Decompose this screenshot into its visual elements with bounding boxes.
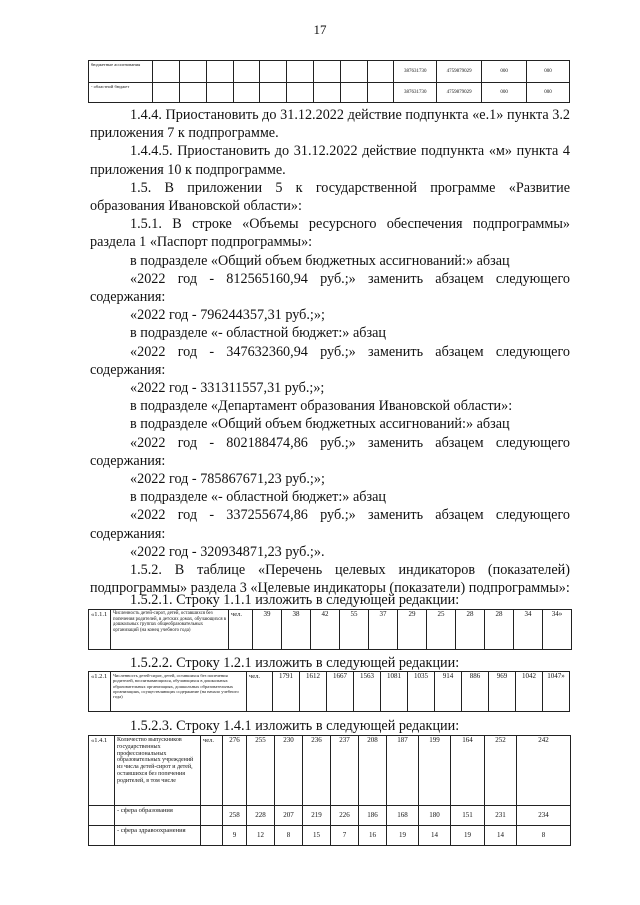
table-row: «1.4.1 Количество выпускников государственных профессиональных образовательных учреждений из числа детей-сирот и детей, оставшихся без попечения родителей, в том числе чел. 276 255 230 236 237 208 187 199 164 252 242: [89, 736, 571, 806]
indicator-name: Численность детей-сирот, детей, оставшихся без попечения родителей, воспитывающихся, обучающихся в дошкольных образовательных организациях, дошкольных образовательных организациях, осуществляющих содержание (на начало учебного года): [111, 672, 247, 712]
paragraph: «2022 год - 331311557,31 руб.;»;: [130, 380, 325, 397]
sub-row-label: - сфера образования: [115, 806, 201, 826]
indicator-table-141: [88, 735, 571, 846]
table-row: - областной бюджет 387631730 4759879029 000 000: [89, 83, 570, 103]
page-number: 17: [313, 22, 327, 37]
paragraph: 1.4.4.5. Приостановить до 31.12.2022 действие подпункта «м» пункта 4 приложения 10 к подпрограмме.: [90, 143, 570, 178]
paragraph: в подразделе «- областной бюджет:» абзац: [130, 325, 386, 342]
indicator-name: Численность детей-сирот, детей, оставшихся без попечения родителей, в детских домах, обучающихся в дошкольных группах общеобразовательных организаций (на конец учебного года): [111, 610, 229, 650]
sub-row-label: - сфера здравоохранения: [115, 826, 201, 846]
caption-row-111: 1.5.2.1. Строку 1.1.1 изложить в следующей редакции:: [130, 592, 460, 608]
paragraph: «2022 год - 337255674,86 руб.;» заменить абзацем следующего содержания:: [90, 507, 570, 542]
paragraph: 1.5. В приложении 5 к государственной программе «Развитие образования Ивановской области»:: [90, 179, 570, 215]
indicator-table-111: [88, 609, 572, 650]
budget-table-fragment: [88, 60, 570, 103]
caption-row-121: 1.5.2.2. Строку 1.2.1 изложить в следующей редакции:: [130, 655, 460, 671]
paragraph: «2022 год - 785867671,23 руб.;»;: [130, 471, 325, 488]
table-row: - сфера здравоохранения 9 12 8 15 7 16 19 14 19 14 8: [89, 826, 571, 846]
paragraph: 1.4.4. Приостановить до 31.12.2022 действие подпункта «е.1» пункта 3.2 приложения 7 к подпрограмме.: [90, 107, 570, 142]
paragraph: «2022 год - 796244357,31 руб.;»;: [130, 307, 325, 324]
caption-row-141: 1.5.2.3. Строку 1.4.1 изложить в следующей редакции:: [130, 718, 460, 734]
paragraph: в подразделе «- областной бюджет:» абзац: [130, 489, 386, 506]
paragraph: «2022 год - 802188474,86 руб.;» заменить абзацем следующего содержания:: [90, 434, 570, 469]
document-body: [90, 106, 570, 597]
paragraph: в подразделе «Общий объем бюджетных ассигнований:» абзац: [130, 252, 510, 269]
paragraph: «2022 год - 347632360,94 руб.;» заменить абзацем следующего содержания:: [90, 343, 570, 378]
row-label: - областной бюджет: [89, 83, 153, 103]
paragraph: в подразделе «Департамент образования Ивановской области»:: [130, 398, 513, 415]
paragraph: 1.5.1. В строке «Объемы ресурсного обеспечения подпрограммы» раздела 1 «Паспорт подпрограммы»:: [90, 216, 570, 251]
table-row: - сфера образования 258 228 207 219 226 186 168 180 151 231 234: [89, 806, 571, 826]
paragraph: 1.5.2. В таблице «Перечень целевых индикаторов (показателей) подпрограммы» раздела 3 «Целевые индикаторы (показатели) подпрограммы»:: [90, 562, 570, 597]
row-label: бюджетные ассигнования: [89, 61, 153, 83]
table-row: «1.1.1 Численность детей-сирот, детей, оставшихся без попечения родителей, в детских домах, обучающихся в дошкольных группах общеобразовательных организаций (на конец учебного года) чел. 39 38 42 55 37 29 25 28 28 34 34»: [89, 610, 572, 650]
indicator-name: Количество выпускников государственных профессиональных образовательных учреждений из числа детей-сирот и детей, оставшихся без попечения родителей, в том числе: [115, 736, 201, 806]
table-row: «1.2.1 Численность детей-сирот, детей, оставшихся без попечения родителей, воспитывающихся, обучающихся в дошкольных образовательных организациях, дошкольных образовательных организациях, осуществляющих содержание (на начало учебного года) чел. 1791 1612 1667 1563 1081 1035 914 886 969 1042 1047»: [89, 672, 570, 712]
table-row: бюджетные ассигнования 387631730 4759879029 000 000: [89, 61, 570, 83]
paragraph: в подразделе «Общий объем бюджетных ассигнований:» абзац: [130, 416, 510, 433]
indicator-table-121: [88, 671, 570, 712]
paragraph: «2022 год - 812565160,94 руб.;» заменить абзацем следующего содержания:: [90, 270, 570, 306]
paragraph: «2022 год - 320934871,23 руб.;».: [130, 543, 325, 560]
